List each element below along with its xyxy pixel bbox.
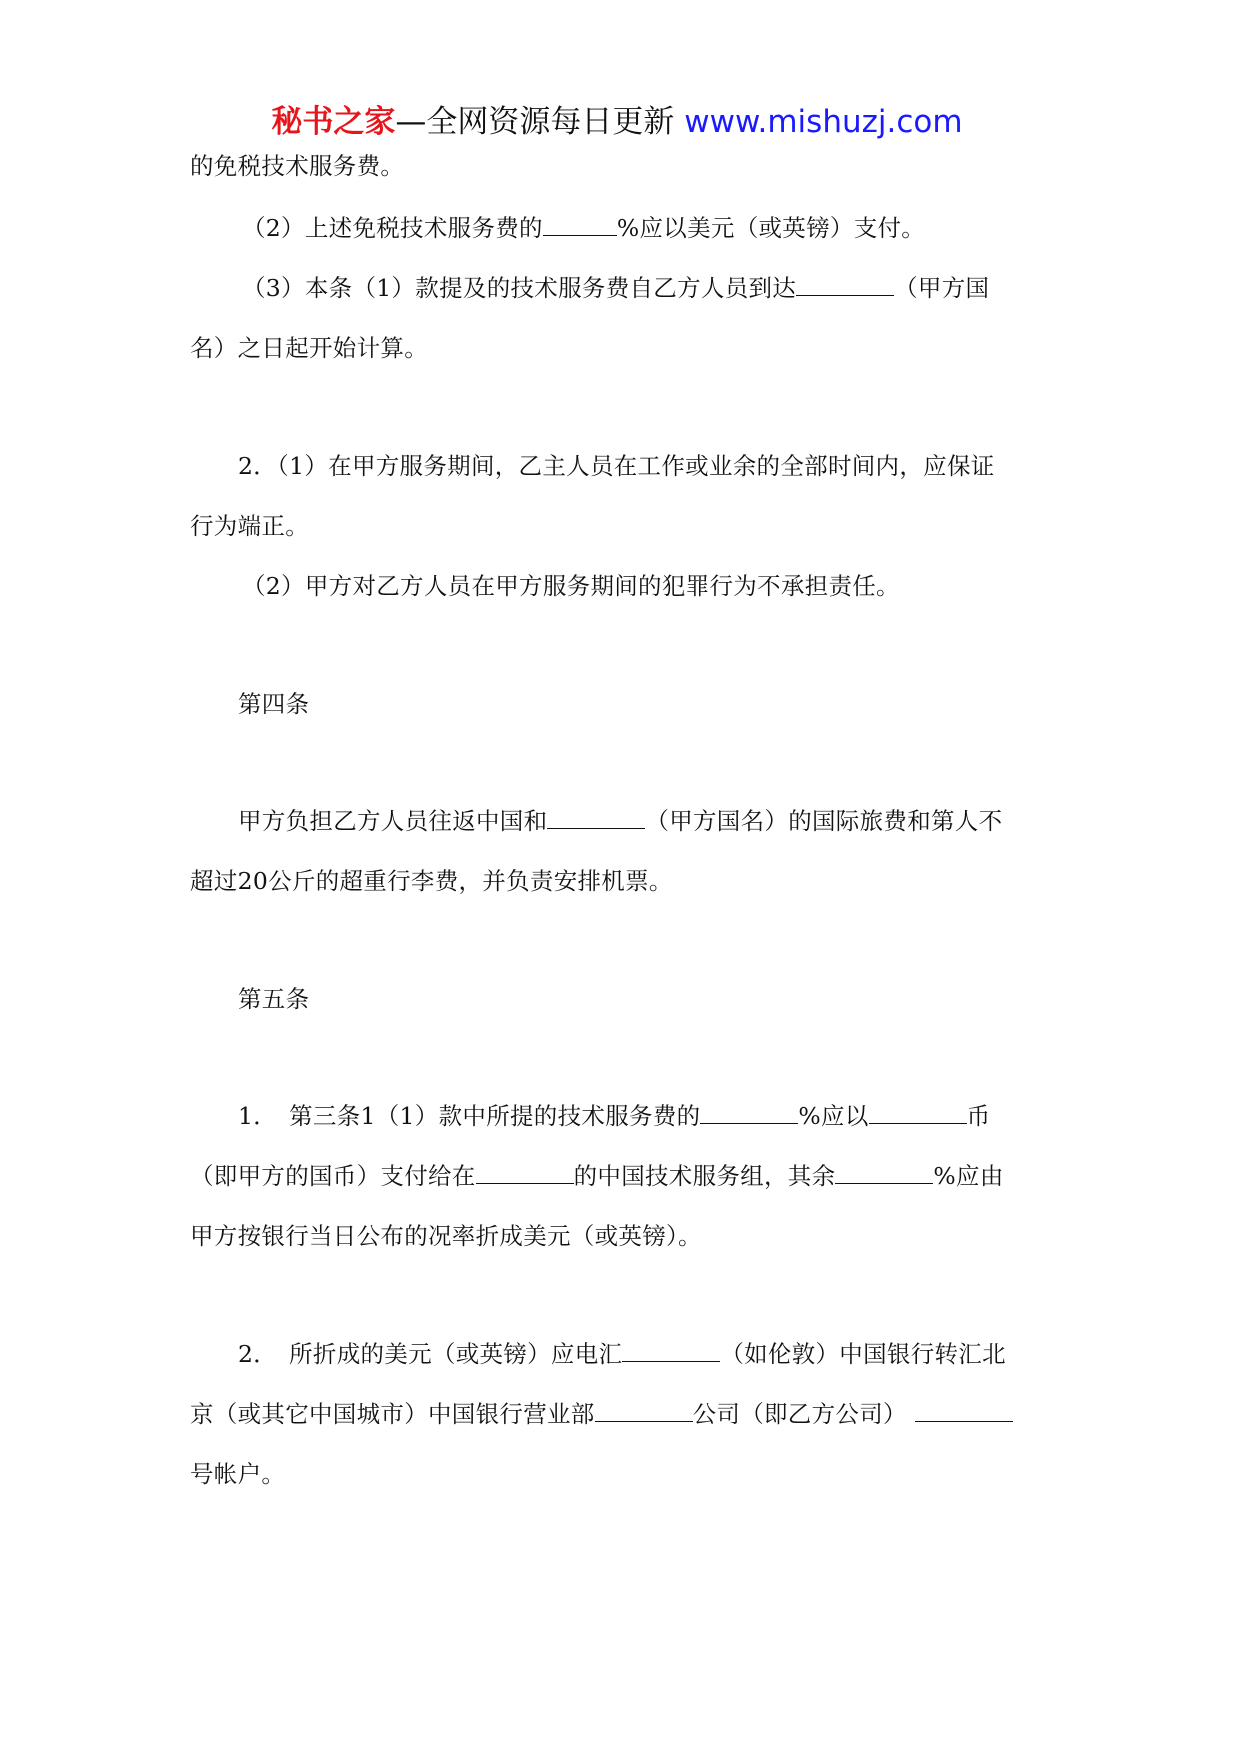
paragraph-line: 甲方负担乙方人员往返中国和 （甲方国名）的国际旅费和第人不 xyxy=(238,807,1003,835)
section-heading: 第四条 xyxy=(238,690,310,718)
paragraph-line: 超过20公斤的超重行李费，并负责安排机票。 xyxy=(190,867,673,895)
fill-blank xyxy=(547,827,645,829)
paragraph-line: （2）甲方对乙方人员在甲方服务期间的犯罪行为不承担责任。 xyxy=(242,572,900,600)
fill-blank xyxy=(595,1420,693,1422)
brand-name: 秘书之家 xyxy=(271,104,396,140)
fill-blank xyxy=(543,234,617,236)
section-heading: 第五条 xyxy=(238,985,310,1013)
fill-blank xyxy=(915,1420,1013,1422)
fill-blank xyxy=(869,1122,967,1124)
paragraph-line: 1． 第三条1（1）款中所提的技术服务费的 %应以 币 xyxy=(238,1102,991,1130)
paragraph-line: 甲方按银行当日公布的况率折成美元（或英镑）。 xyxy=(190,1222,702,1250)
paragraph-line: （3）本条（1）款提及的技术服务费自乙方人员到达 （甲方国 xyxy=(242,274,990,302)
paragraph-line: 2．（1）在甲方服务期间，乙主人员在工作或业余的全部时间内，应保证 xyxy=(238,452,995,480)
header-tagline: —全网资源每日更新 xyxy=(395,104,675,140)
paragraph-line: 名）之日起开始计算。 xyxy=(190,334,428,362)
paragraph-line: 行为端正。 xyxy=(190,512,309,540)
paragraph-line: 京（或其它中国城市）中国银行营业部 公司（即乙方公司） xyxy=(190,1398,1013,1430)
fill-blank xyxy=(700,1122,798,1124)
paragraph-line: 2． 所折成的美元（或英镑）应电汇 （如伦敦）中国银行转汇北 xyxy=(238,1340,1006,1368)
paragraph-line: （即甲方的国币）支付给在 的中国技术服务组，其余 %应由 xyxy=(190,1162,1004,1190)
header-url-link[interactable]: www.mishuzj.com xyxy=(684,104,963,140)
paragraph-line: 的免税技术服务费。 xyxy=(190,152,405,180)
fill-blank xyxy=(796,294,894,296)
watermark-header xyxy=(0,102,1234,142)
fill-blank xyxy=(476,1182,574,1184)
paragraph-line: 号帐户。 xyxy=(190,1460,286,1488)
paragraph-line: （2）上述免税技术服务费的 %应以美元（或英镑）支付。 xyxy=(242,214,926,242)
fill-blank xyxy=(622,1360,720,1362)
fill-blank xyxy=(835,1182,933,1184)
